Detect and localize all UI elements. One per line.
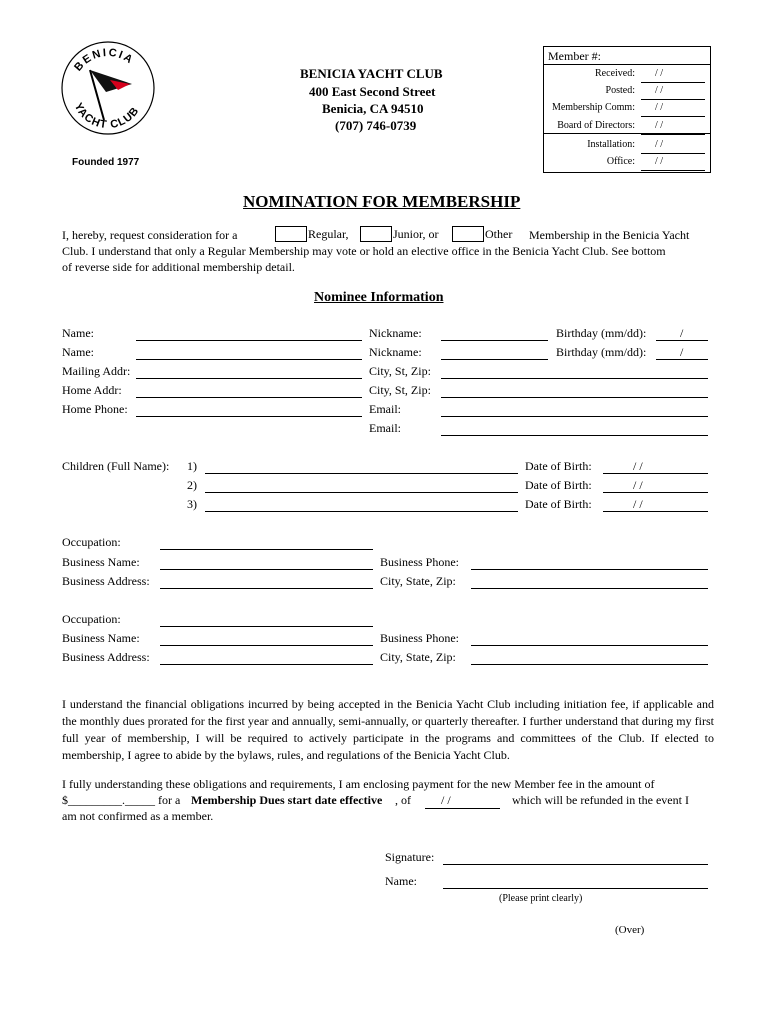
mailing-field[interactable] — [136, 378, 362, 379]
bcsz1-field[interactable] — [471, 588, 708, 589]
over-note: (Over) — [615, 924, 645, 936]
phone-field[interactable] — [136, 416, 362, 417]
child2-dob-field[interactable] — [603, 492, 708, 493]
club-phone: (707) 746-0739 — [335, 118, 417, 133]
logo-bottom-text: YACHT CLUB — [71, 101, 142, 132]
club-city: Benicia, CA 94510 — [322, 101, 424, 116]
nick2-field[interactable] — [441, 359, 548, 360]
csz1-field[interactable] — [441, 378, 708, 379]
nominee-heading: Nominee Information — [314, 290, 444, 305]
baddr2-label: Business Address: — [62, 650, 150, 664]
print-name-label: Name: — [385, 874, 417, 888]
mailing-label: Mailing Addr: — [62, 364, 131, 378]
bday1-slash: / — [680, 326, 684, 340]
bday1-label: Birthday (mm/dd): — [556, 326, 647, 340]
other-label: Other — [485, 227, 513, 241]
request-line2: Club. I understand that only a Regular Membership may vote or hold an elective office in the Benicia Yacht Club. See bottom — [62, 244, 666, 258]
request-line3: of reverse side for additional membership detail. — [62, 260, 295, 274]
founded-text: Founded 1977 — [72, 157, 140, 168]
email1-label: Email: — [369, 402, 401, 416]
nick1-label: Nickname: — [369, 326, 422, 340]
child1-dob-slashes: / / — [633, 459, 643, 473]
board-label: Board of Directors: — [557, 120, 635, 131]
print-clearly-note: (Please print clearly) — [499, 893, 583, 904]
signature-field[interactable] — [443, 864, 708, 865]
nick2-label: Nickname: — [369, 345, 422, 359]
regular-label: Regular, — [308, 227, 349, 241]
bday2-field[interactable] — [656, 359, 708, 360]
club-logo — [60, 40, 156, 136]
member-number-label: Member #: — [548, 49, 601, 63]
request-lead: I, hereby, request consideration for a — [62, 228, 238, 242]
occupation2-label: Occupation: — [62, 612, 121, 626]
csz2-label: City, St, Zip: — [369, 383, 431, 397]
payment-line1: I fully understanding these obligations and requirements, I am enclosing payment for the new Member fee in the amount of — [62, 777, 655, 791]
received-label: Received: — [595, 68, 635, 79]
posted-label: Posted: — [605, 85, 635, 96]
bname2-field[interactable] — [160, 645, 373, 646]
child2-dob-label: Date of Birth: — [525, 478, 592, 492]
email2-label: Email: — [369, 421, 401, 435]
occupation1-label: Occupation: — [62, 535, 121, 549]
bname1-label: Business Name: — [62, 555, 140, 569]
request-tail: Membership in the Benicia Yacht — [529, 228, 690, 242]
baddr1-label: Business Address: — [62, 574, 150, 588]
child2-dob-slashes: / / — [633, 478, 643, 492]
child1-dob-field[interactable] — [603, 473, 708, 474]
bname2-label: Business Name: — [62, 631, 140, 645]
bcsz1-label: City, State, Zip: — [380, 574, 456, 588]
home-field[interactable] — [136, 397, 362, 398]
junior-checkbox[interactable] — [360, 226, 392, 242]
child1-dob-label: Date of Birth: — [525, 459, 592, 473]
home-label: Home Addr: — [62, 383, 122, 397]
club-street: 400 East Second Street — [309, 84, 436, 99]
form-title: NOMINATION FOR MEMBERSHIP — [243, 192, 521, 211]
phone-label: Home Phone: — [62, 402, 128, 416]
installation-date: / / — [655, 139, 664, 150]
csz2-field[interactable] — [441, 397, 708, 398]
child3-num: 3) — [187, 497, 197, 511]
print-name-field[interactable] — [443, 888, 708, 889]
email2-field[interactable] — [441, 435, 708, 436]
payment-date-slashes: / / — [441, 793, 451, 807]
name1-field[interactable] — [136, 340, 362, 341]
logo-top-text: BENICIA — [72, 46, 137, 74]
payment-of: , of — [395, 793, 411, 807]
baddr2-field[interactable] — [160, 664, 373, 665]
child2-field[interactable] — [205, 492, 518, 493]
regular-checkbox[interactable] — [275, 226, 307, 242]
junior-label: Junior, or — [393, 227, 439, 241]
bcsz2-label: City, State, Zip: — [380, 650, 456, 664]
name2-label: Name: — [62, 345, 94, 359]
child3-field[interactable] — [205, 511, 518, 512]
child2-num: 2) — [187, 478, 197, 492]
obligations-paragraph: I understand the financial obligations incurred by being accepted in the Benicia Yacht Club including initiation fee, if applicable and the monthly dues prorated for the first year and annually, semi-annually, or quarterly thereafter. I further understand that during my first full year of membership, I will be required to actively participate in the programs and committees of the Club. If elected to membership, I agree to abide by the bylaws, rules, and regulations of the Benicia Yacht Club. — [62, 697, 714, 762]
bphone2-field[interactable] — [471, 645, 708, 646]
nick1-field[interactable] — [441, 340, 548, 341]
payment-line3: am not confirmed as a member. — [62, 809, 214, 823]
office-label: Office: — [606, 156, 635, 167]
signature-label: Signature: — [385, 850, 435, 864]
received-date: / / — [655, 68, 664, 79]
children-label: Children (Full Name): — [62, 459, 170, 473]
payment-bold: Membership Dues start date effective — [191, 793, 383, 807]
occupation2-field[interactable] — [160, 626, 373, 627]
bphone1-field[interactable] — [471, 569, 708, 570]
payment-tail: which will be refunded in the event I — [512, 793, 689, 807]
posted-date: / / — [655, 85, 664, 96]
installation-label: Installation: — [587, 139, 635, 150]
csz1-label: City, St, Zip: — [369, 364, 431, 378]
payment-amount[interactable]: $_________._____ for a — [62, 793, 181, 807]
burgee-logo-icon — [60, 40, 156, 136]
name2-field[interactable] — [136, 359, 362, 360]
child1-field[interactable] — [205, 473, 518, 474]
bphone2-label: Business Phone: — [380, 631, 460, 645]
email1-field[interactable] — [441, 416, 708, 417]
membership-comm-date: / / — [655, 102, 664, 113]
child3-dob-slashes: / / — [633, 497, 643, 511]
club-name: BENICIA YACHT CLUB — [300, 66, 443, 81]
bcsz2-field[interactable] — [471, 664, 708, 665]
child3-dob-field[interactable] — [603, 511, 708, 512]
bday2-label: Birthday (mm/dd): — [556, 345, 647, 359]
bname1-field[interactable] — [160, 569, 373, 570]
child3-dob-label: Date of Birth: — [525, 497, 592, 511]
board-date: / / — [655, 120, 664, 131]
name1-label: Name: — [62, 326, 94, 340]
baddr1-field[interactable] — [160, 588, 373, 589]
other-checkbox[interactable] — [452, 226, 484, 242]
bphone1-label: Business Phone: — [380, 555, 460, 569]
bday1-field[interactable] — [656, 340, 708, 341]
payment-date-field[interactable] — [425, 808, 500, 809]
office-date: / / — [655, 156, 664, 167]
bday2-slash: / — [680, 345, 684, 359]
child1-num: 1) — [187, 459, 197, 473]
membership-comm-label: Membership Comm: — [551, 102, 635, 113]
occupation1-field[interactable] — [160, 549, 373, 550]
